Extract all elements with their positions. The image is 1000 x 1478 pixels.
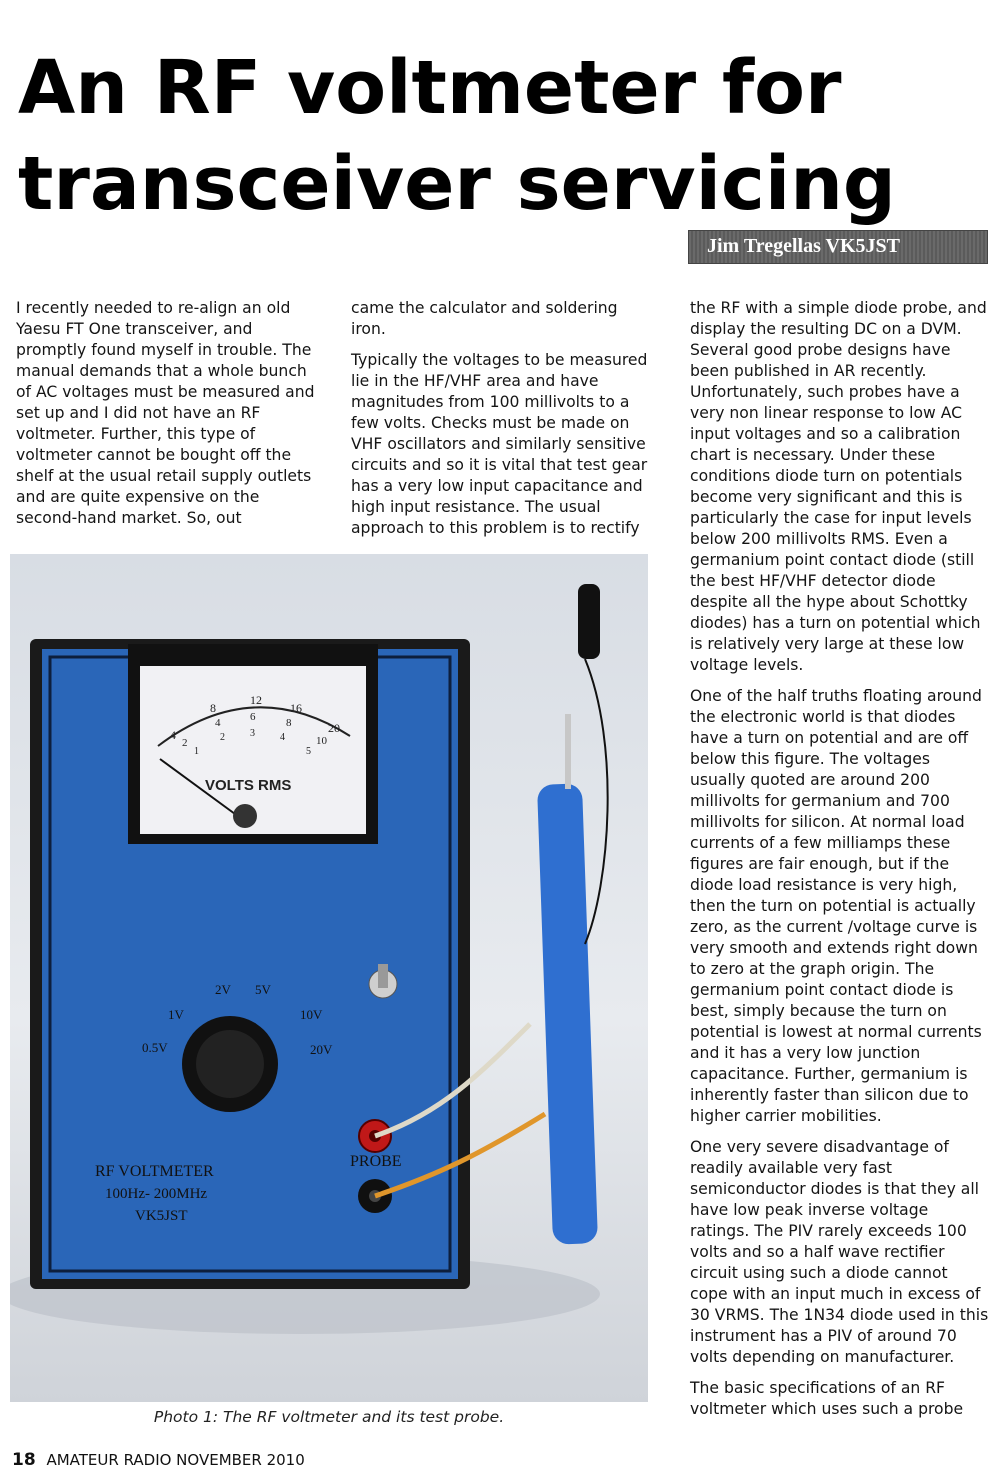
paragraph: came the calculator and soldering iron. [351,299,618,338]
meter-label: VOLTS RMS [205,777,292,794]
scale-inner-0: 1 [194,746,199,757]
scale-outer-1: 8 [210,701,216,715]
footer-text: AMATEUR RADIO NOVEMBER 2010 [46,1451,305,1469]
scale-mid-1: 4 [215,717,221,729]
paragraph: One very severe disadvantage of readily available very fast semiconductor diodes is that they all have low peak inverse voltage ratings. The PIV rarely exceeds 100 volts and so a half wave rectifier circuit using such a diode cannot cope with an input much in excess of 30 VRMS. The 1N34 diode used in this instrument has a PIV of around 70 volts depending on manufacturer. [690,1138,989,1366]
title-line-2: transceiver servicing [18,141,896,227]
author-byline [688,230,988,264]
range-label-3: 5V [255,982,271,997]
photo-caption: Photo 1: The RF voltmeter and its test probe. [153,1408,505,1426]
probe-label: PROBE [350,1153,402,1170]
title-line-1: An RF voltmeter for [18,45,842,131]
paragraph: I recently needed to re-align an old Yaesu FT One transceiver, and promptly found myself in trouble. The manual demands that a whole bunch of AC voltages must be measured and set up and I did not have an RF voltmeter. Further, this type of voltmeter cannot be bought off the shelf at the usual retail supply outlets and are quite expensive on the second-hand market. So, out [16,299,315,527]
scale-outer-0: 4 [170,728,176,742]
meter-pivot [233,804,257,828]
probe-tip [565,714,571,789]
paragraph: Typically the voltages to be measured lie in the HF/VHF area and have magnitudes from 100 millivolts to a few volts. Checks must be made on VHF oscillators and similarly sensitive circuits and so it is vital that test gear has a very low input capacitance and high input resistance. The usual approach to this problem is to rectify [351,351,648,537]
range-label-5: 20V [310,1042,333,1057]
scale-inner-2: 3 [250,728,255,739]
range-label-4: 10V [300,1007,323,1022]
scale-mid-3: 8 [286,717,292,729]
test-probe-body [537,783,598,1244]
scale-mid-4: 10 [316,735,327,747]
range-label-1: 1V [168,1007,184,1022]
paragraph: One of the half truths floating around the electronic world is that diodes have a turn on potential and are off below this figure. The voltages usually quoted are around 200 millivolts for germanium and 700 millivolts for silicon. At normal load currents of a few milliamps these figures are fair enough, but if the diode load resistance is very high, then the turn on potential is actually zero, as the current /voltage curve is very smooth and extends right down to zero at the graph origin. The germanium point contact diode is best, simply because the turn on potential is lowest at normal currents and it has a very low junction capacitance. Further, germanium is inherently faster than silicon due to higher carrier mobilities. [690,687,982,1125]
author-name: Jim Tregellas VK5JST [707,235,900,257]
alligator-clip [578,584,600,659]
scale-outer-3: 16 [290,701,302,715]
text-column-2 [351,298,651,549]
page-number: 18 [12,1450,36,1470]
scale-mid-2: 6 [250,711,256,723]
scale-inner-4: 5 [306,746,311,757]
range-label-2: 2V [215,982,231,997]
scale-inner-3: 4 [280,732,285,743]
photo-rf-voltmeter [10,554,648,1402]
paragraph: the RF with a simple diode probe, and display the resulting DC on a DVM. Several good probe designs have been published in AR recently. Unfortunately, such probes have a very non linear response to low AC input voltages and so a calibration chart is necessary. Under these conditions diode turn on potentials become very significant and this is particularly the case for input levels below 200 millivolts RMS. Even a germanium point contact diode (still the best HF/VHF detector diode despite all the hype about Schottky diodes) has a turn on potential which is relatively very large at these low voltage levels. [690,299,987,674]
panel-text-1: RF VOLTMETER [95,1163,214,1180]
paragraph: The basic specifications of an RF voltmeter which uses such a probe [690,1379,964,1418]
scale-outer-2: 12 [250,693,262,707]
text-column-1 [16,298,316,539]
scale-mid-0: 2 [182,737,188,749]
article-title [18,40,978,232]
range-label-0: 0.5V [142,1040,168,1055]
text-column-3 [690,298,990,1430]
scale-inner-1: 2 [220,732,225,743]
panel-text-2: 100Hz- 200MHz [105,1186,208,1202]
probe-ground-wire [585,659,608,944]
page-footer [12,1450,305,1470]
photo-illustration [10,554,648,1402]
panel-text-3: VK5JST [135,1208,188,1224]
scale-outer-4: 20 [328,721,340,735]
